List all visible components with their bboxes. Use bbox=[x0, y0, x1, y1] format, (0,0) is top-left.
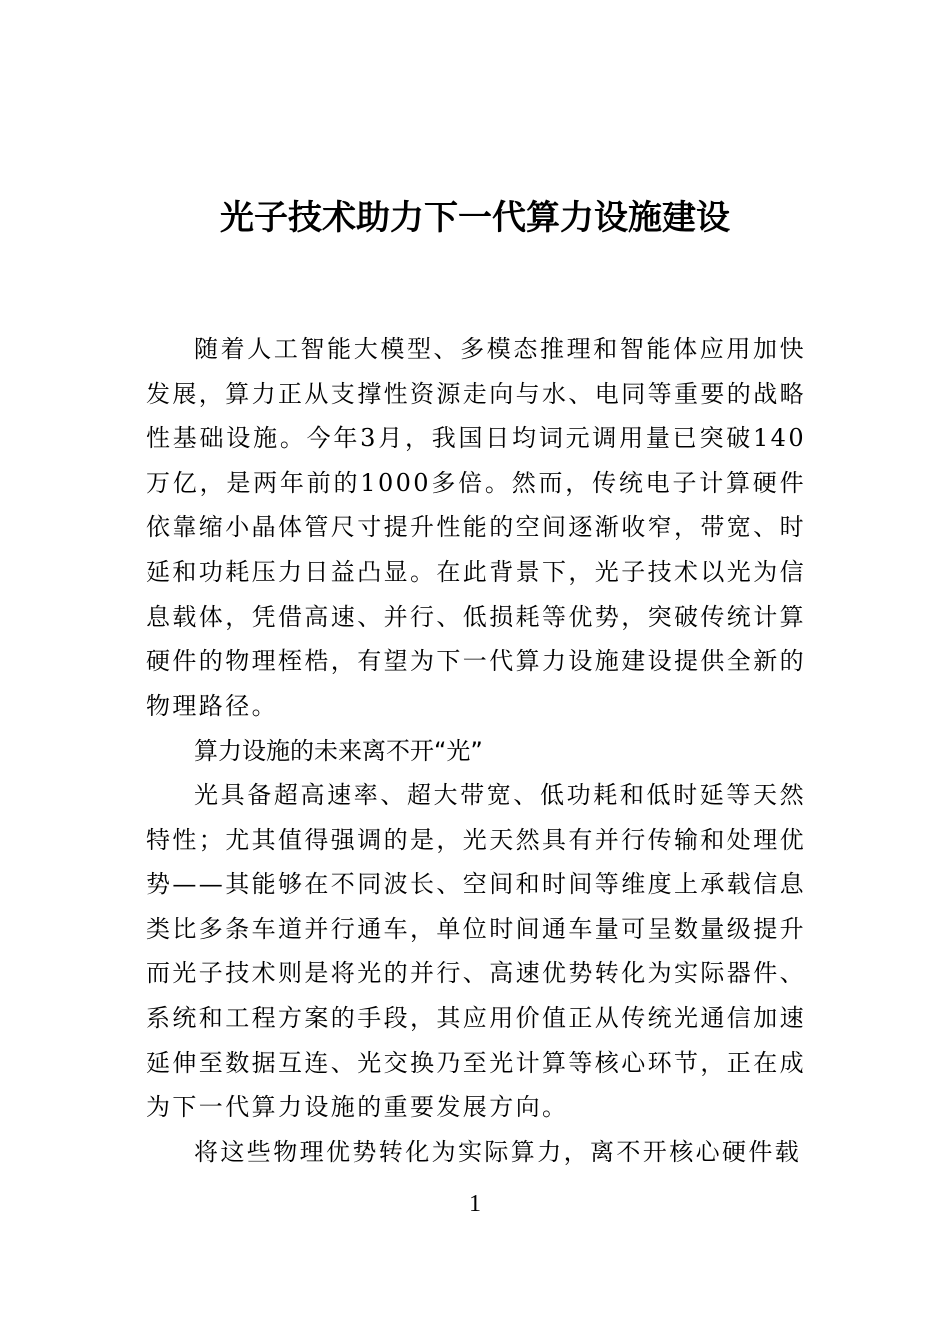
section-block bbox=[146, 729, 806, 774]
section-heading: 算力设施的未来离不开“光” bbox=[194, 737, 483, 765]
intro-paragraph: 随着人工智能大模型、多模态推理和智能体应用加快发展，算力正从支撑性资源走向与水、电同等重要的战略性基础设施。今年3月，我国日均词元调用量已突破140万亿，是两年前的1000多倍。然而，传统电子计算硬件依靠缩小晶体管尺寸提升性能的空间逐渐收窄，带宽、时延和功耗压力日益凸显。在此背景下，光子技术以光为信息载体，凭借高速、并行、低损耗等优势，突破传统计算硬件的物理桎梏，有望为下一代算力设施建设提供全新的物理路径。 bbox=[146, 335, 806, 720]
intro-paragraph-block bbox=[146, 327, 806, 728]
continuation-paragraph-block bbox=[146, 1130, 806, 1175]
page-number: 1 bbox=[469, 1191, 481, 1217]
document-title: 光子技术助力下一代算力设施建设 bbox=[220, 198, 730, 238]
continuation-paragraph: 将这些物理优势转化为实际算力，离不开核心硬件载 bbox=[194, 1138, 802, 1166]
section-paragraph: 光具备超高速率、超大带宽、低功耗和低时延等天然特性；尤其值得强调的是，光天然具有并行传输和处理优势——其能够在不同波长、空间和时间等维度上承载信息类比多条车道并行通车，单位时间通车量可呈数量级提升而光子技术则是将光的并行、高速优势转化为实际器件、系统和工程方案的手段，其应用价值正从传统光通信加速延伸至数据互连、光交换乃至光计算等核心环节，正在成为下一代算力设施的重要发展方向。 bbox=[146, 781, 806, 1122]
section-paragraph-block bbox=[146, 773, 806, 1130]
